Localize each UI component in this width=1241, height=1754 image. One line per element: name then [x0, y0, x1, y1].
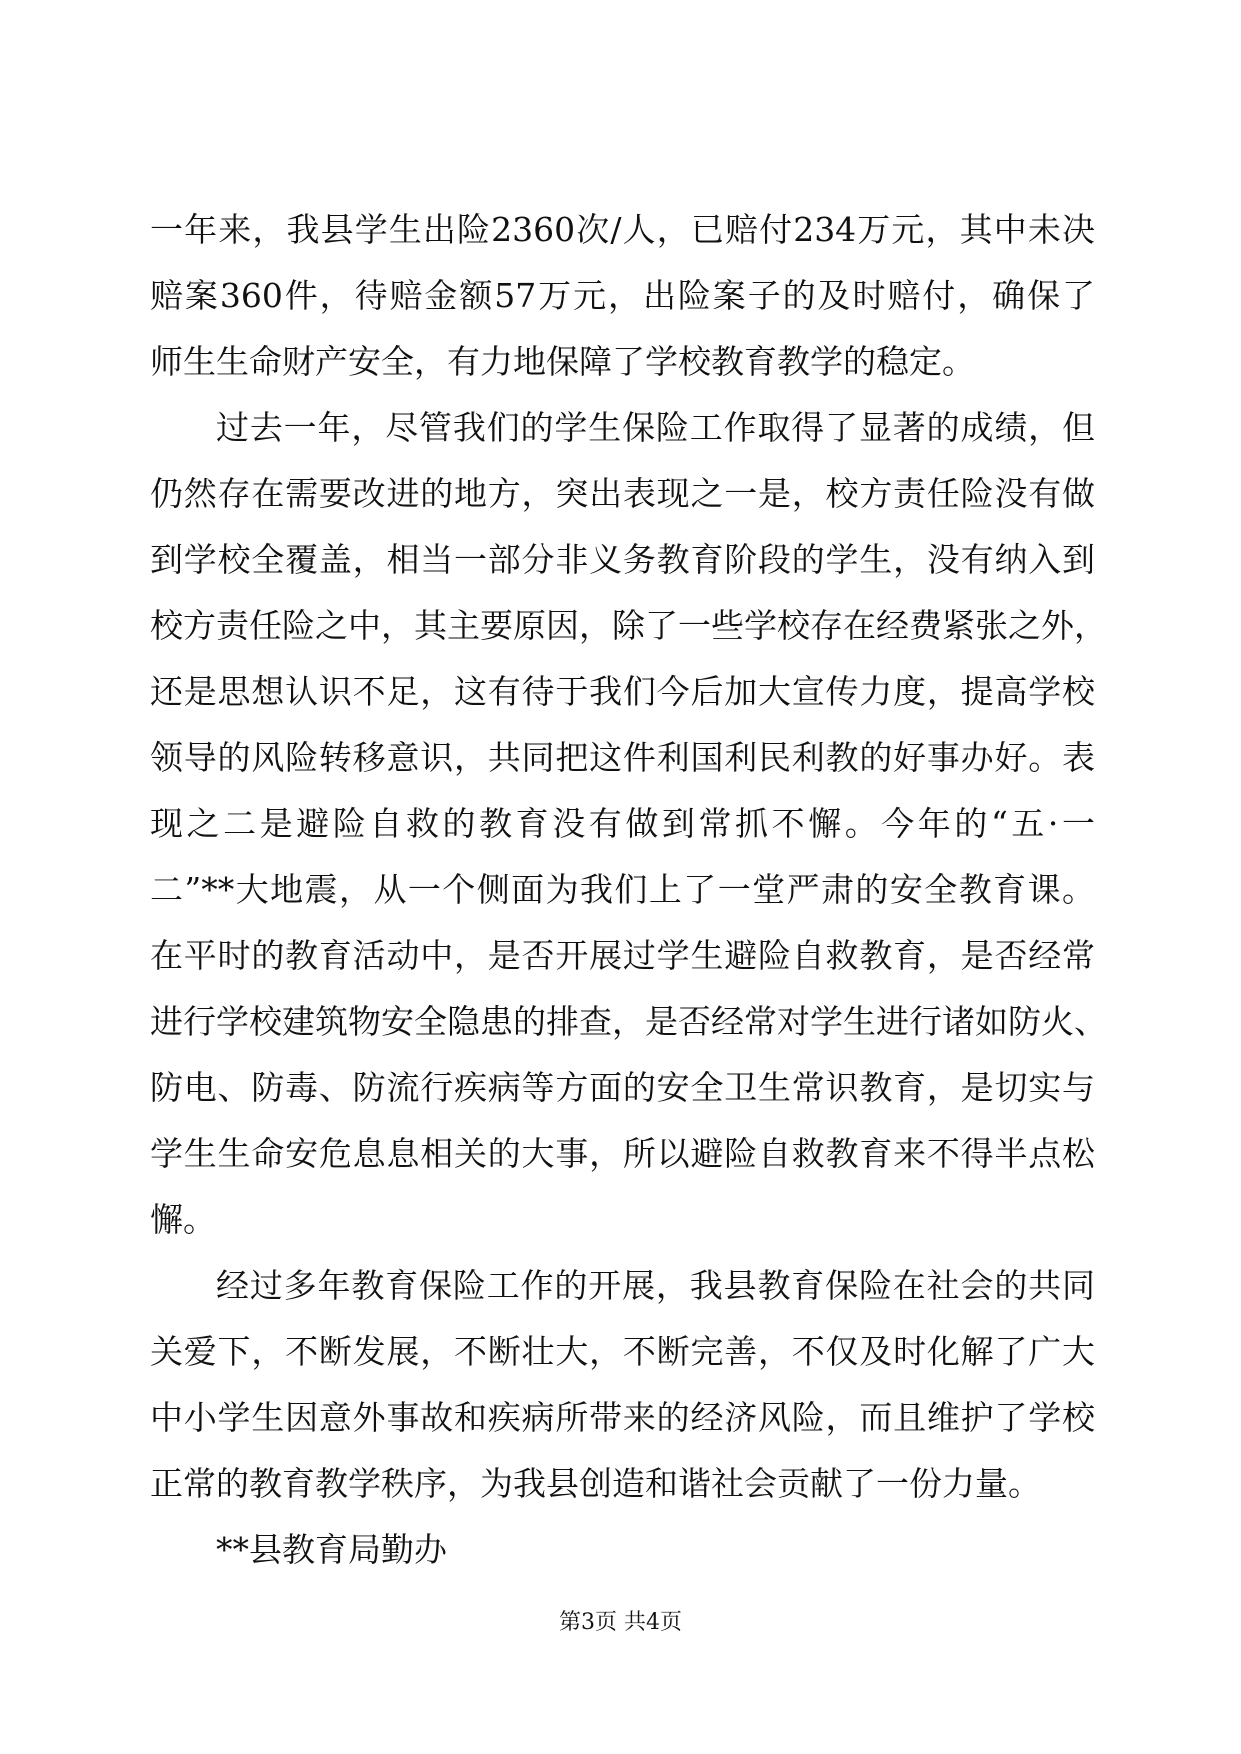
paragraph-line: 防电、防毒、防流行疾病等方面的安全卫生常识教育，是切实与 [150, 1068, 1095, 1107]
paragraph-line: 关爱下，不断发展，不断壮大，不断完善，不仅及时化解了广大 [150, 1332, 1095, 1371]
paragraph-line: 现之二是避险自救的教育没有做到常抓不懈。今年的“五·一 [150, 804, 1095, 843]
page-number: 第3页 共4页 [559, 1610, 682, 1635]
paragraph-line: 校方责任险之中，其主要原因，除了一些学校存在经费紧张之外， [150, 606, 1107, 645]
signature-line: **县教育局勤办 [216, 1530, 447, 1569]
paragraph-line: 在平时的教育活动中，是否开展过学生避险自救教育，是否经常 [150, 936, 1095, 975]
paragraph-line: 赔案360件，待赔金额57万元，出险案子的及时赔付，确保了 [150, 276, 1095, 315]
paragraph-line: 中小学生因意外事故和疾病所带来的经济风险，而且维护了学校 [150, 1398, 1095, 1437]
paragraph-line: 二”**大地震，从一个侧面为我们上了一堂严肃的安全教育课。 [150, 870, 1095, 909]
paragraph-line: 一年来，我县学生出险2360次/人，已赔付234万元，其中未决 [150, 210, 1095, 249]
paragraph-line: 领导的风险转移意识，共同把这件利国利民利教的好事办好。表 [150, 738, 1095, 777]
paragraph-line: 过去一年，尽管我们的学生保险工作取得了显著的成绩，但 [216, 408, 1095, 447]
paragraph-line: 还是思想认识不足，这有待于我们今后加大宣传力度，提高学校 [150, 672, 1095, 711]
paragraph-line: 到学校全覆盖，相当一部分非义务教育阶段的学生，没有纳入到 [150, 540, 1095, 579]
paragraph-line: 学生生命安危息息相关的大事，所以避险自救教育来不得半点松 [150, 1134, 1095, 1173]
paragraph-line: 经过多年教育保险工作的开展，我县教育保险在社会的共同 [216, 1266, 1095, 1305]
paragraph-line: 仍然存在需要改进的地方，突出表现之一是，校方责任险没有做 [150, 474, 1095, 513]
paragraph-line: 进行学校建筑物安全隐患的排查，是否经常对学生进行诸如防火、 [150, 1002, 1107, 1041]
paragraph-line: 正常的教育教学秩序，为我县创造和谐社会贡献了一份力量。 [150, 1464, 1041, 1503]
paragraph-line: 师生生命财产安全，有力地保障了学校教育教学的稳定。 [150, 342, 975, 381]
paragraph-line: 懈。 [150, 1200, 216, 1239]
